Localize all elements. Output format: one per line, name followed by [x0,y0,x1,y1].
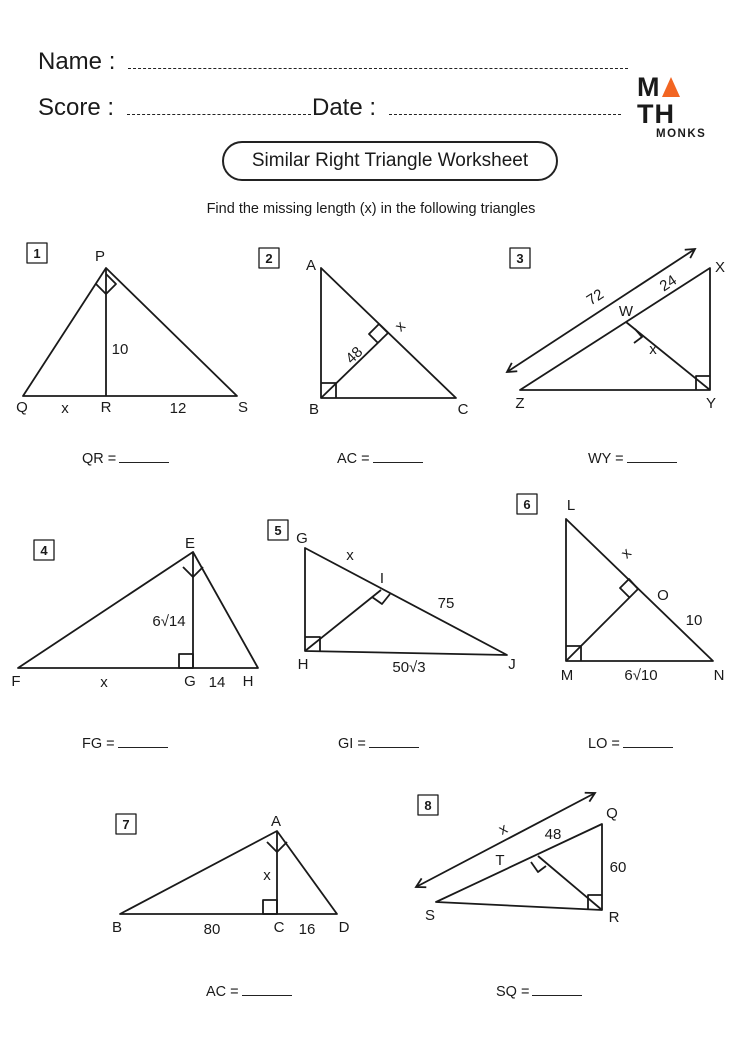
problem-1-label-x: x [61,400,69,417]
date-label: Date : [312,94,377,121]
problem-2-vertex-c: C [457,401,469,418]
problem-8-right-angle-mark-foot [531,862,546,872]
answer-blank[interactable] [532,995,582,996]
problem-7-vertex-c: C [273,919,285,936]
problem-3-vertex-z: Z [515,395,525,412]
problem-1-vertex-p: P [94,248,106,265]
problem-8-label-qr: 60 [609,859,627,876]
answer-blank[interactable] [119,462,169,463]
answer-blank[interactable] [373,462,423,463]
worksheet-title: Similar Right Triangle Worksheet [222,141,558,181]
problem-5-vertex-j: J [508,656,516,673]
problem-4-triangle [18,552,258,668]
problem-6-label-mn: 6√10 [624,667,658,684]
problem-5-label-hj: 50√3 [392,659,426,676]
problem-8-vertex-r: R [608,909,620,926]
problem-7-triangle [120,831,337,914]
problem-7-right-angle-mark-foot [263,900,277,914]
problem-4-vertex-e: E [184,535,196,552]
problem-8-number: 8 [424,798,432,813]
problem-6-right-angle-mark-foot [620,579,638,598]
problem-5-number: 5 [274,523,282,538]
problem-8-altitude [538,856,602,910]
problem-8-label-x: x [496,820,511,839]
problem-3-vertex-w: W [618,303,634,320]
problem-1-triangle [23,268,237,396]
problem-4-label-altitude: 6√14 [152,613,186,630]
problem-2-diagram [259,248,456,398]
problem-8-right-angle-mark-r [588,895,602,909]
problem-2-vertex-b: B [308,401,320,418]
problem-3-vertex-y: Y [705,395,717,412]
problem-7-vertex-d: D [338,919,350,936]
problem-1-vertex-s: S [237,399,249,416]
problem-8-vertex-t: T [495,852,505,869]
problem-8-diagram [416,793,602,910]
problem-1-label-altitude: 10 [111,341,129,358]
problem-5-altitude [305,590,381,651]
problem-6-diagram [517,494,713,661]
problem-6-label-on: 10 [685,612,703,629]
problem-2-answer[interactable]: AC = [337,451,423,467]
problem-3-right-angle-mark-foot [634,329,642,343]
problem-6-label-x: x [617,544,635,563]
problem-8-vertex-s: S [424,907,436,924]
problem-5-triangle [305,548,507,655]
problem-1-vertex-r: R [100,399,112,416]
problem-6-vertex-o: O [657,587,669,604]
problem-7-label-cd: 16 [298,921,316,938]
problem-1-label-rs: 12 [169,400,187,417]
problem-1-answer[interactable]: QR = [82,451,169,467]
problem-7-vertex-a: A [270,813,282,830]
problem-5-label-x: x [346,547,354,564]
problem-8-vertex-q: Q [606,805,618,822]
problem-1-diagram [23,243,237,396]
problem-7-diagram [116,814,337,914]
problem-3-label-wx: 24 [656,271,680,296]
name-label: Name : [38,48,116,75]
problem-5-answer[interactable]: GI = [338,736,419,752]
problem-6-vertex-m: M [560,667,574,684]
problem-6-vertex-n: N [713,667,725,684]
problem-3-triangle [520,268,710,390]
problem-6-vertex-l: L [566,497,576,514]
logo-monks-text: MONKS [656,128,707,140]
problem-3-diagram [507,248,710,390]
answer-blank[interactable] [118,747,168,748]
problem-2-number: 2 [265,251,273,266]
problem-7-label-bc: 80 [203,921,221,938]
problem-6-answer[interactable]: LO = [588,736,673,752]
answer-blank[interactable] [623,747,673,748]
answer-blank[interactable] [369,747,419,748]
problem-7-answer[interactable]: AC = [206,984,292,1000]
problem-4-vertex-h: H [242,673,254,690]
problem-6-number: 6 [523,497,531,512]
problem-7-vertex-b: B [111,919,123,936]
problem-5-vertex-i: I [379,570,385,587]
problem-1-vertex-q: Q [16,399,28,416]
problem-3-answer[interactable]: WY = [588,451,677,467]
problem-4-label-x: x [100,674,108,691]
problem-5-label-ij: 75 [437,595,455,612]
answer-blank[interactable] [627,462,677,463]
answer-blank[interactable] [242,995,292,996]
problem-8-triangle [436,824,602,910]
problem-5-vertex-h: H [297,656,309,673]
problem-1-number: 1 [33,246,41,261]
problem-2-vertex-a: A [305,257,317,274]
problem-4-number: 4 [40,543,48,558]
problem-5-vertex-g: G [296,530,308,547]
problem-3-arrow-line [507,249,695,372]
problem-4-label-gh: 14 [208,674,226,691]
problem-4-diagram [18,540,258,668]
problem-4-answer[interactable]: FG = [82,736,168,752]
problem-8-answer[interactable]: SQ = [496,984,582,1000]
problem-8-label-tq: 48 [544,826,562,843]
problem-3-number: 3 [516,251,524,266]
problem-4-vertex-g: G [184,673,196,690]
instructions: Find the missing length (x) in the following triangles [206,201,536,217]
problem-2-label-x: x [391,317,409,336]
problem-7-number: 7 [122,817,130,832]
problem-3-label-x: x [649,341,657,358]
problem-6-altitude [566,589,638,661]
problem-3-vertex-x: X [714,259,726,276]
score-label: Score : [38,94,115,121]
problem-7-label-x: x [263,867,271,884]
problem-2-label-altitude: 48 [342,343,367,368]
problem-4-right-angle-mark-foot [179,654,193,668]
problem-2-right-angle-mark-foot [369,324,388,343]
problem-3-label-zx: 72 [583,285,607,310]
problem-4-vertex-f: F [11,673,21,690]
math-monks-logo: MTH MONKS [637,74,715,141]
